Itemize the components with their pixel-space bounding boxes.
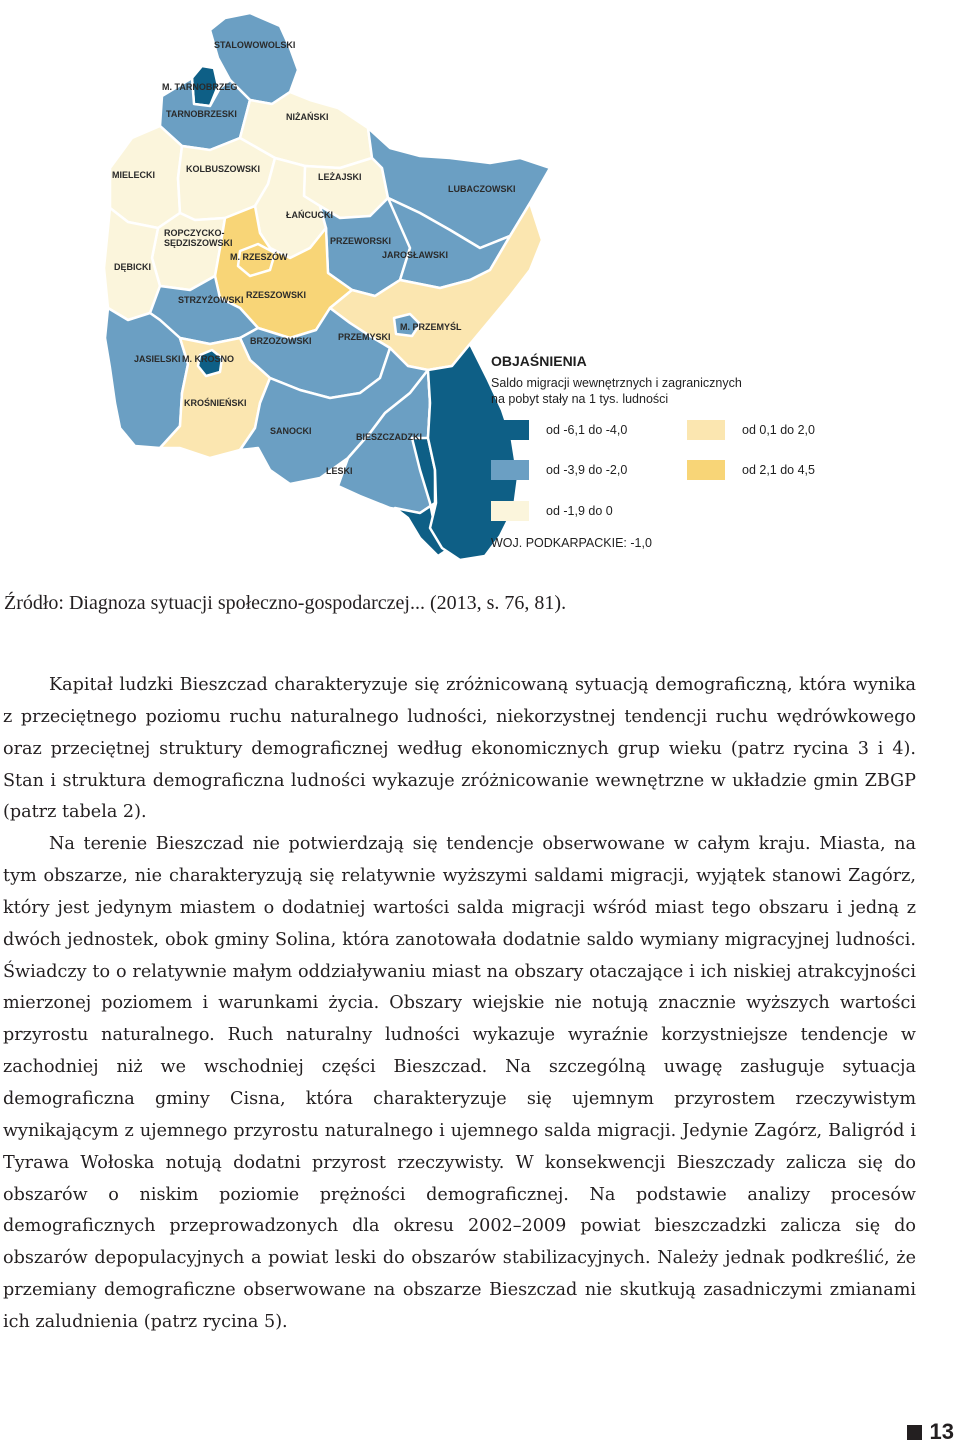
label-nizanski: NIŻAŃSKI <box>286 112 329 122</box>
choropleth-map <box>90 8 850 568</box>
legend-subtitle-line2: na pobyt stały na 1 tys. ludności <box>491 392 669 406</box>
label-bieszczadzki: BIESZCZADZKI <box>356 432 422 442</box>
legend-swatch-1 <box>491 420 529 440</box>
label-sanocki: SANOCKI <box>270 426 312 436</box>
label-jasielski: JASIELSKI <box>134 354 181 364</box>
legend-item-3: od -3,9 do -2,0 <box>546 463 628 477</box>
label-m-przemysl: M. PRZEMYŚL <box>400 322 462 332</box>
legend-item-1: od -6,1 do -4,0 <box>546 423 628 437</box>
legend-item-4: od 2,1 do 4,5 <box>742 463 815 477</box>
label-rzeszowski: RZESZOWSKI <box>246 290 306 300</box>
legend-swatch-3 <box>491 460 529 480</box>
label-m-krosno: M. KROSNO <box>182 354 235 364</box>
legend-swatch-5 <box>491 501 529 521</box>
map-legend <box>491 352 815 550</box>
label-m-tarnobrzeg: M. TARNOBRZEG <box>162 82 238 92</box>
label-ropczycko-line2: SĘDZISZOWSKI <box>164 238 233 248</box>
paragraph-2: Na terenie Bieszczad nie potwierdzają się tendencje obserwowane w całym kraju. Miasta, na tym obszarze, nie charakteryzują się relatywnie wyższymi saldami migracji, wyjątek stanowi Zagórz, który jest jedynym miastem o dodatniej wartości salda migracji wśród miast tego obszaru i jedną z dwóch jednostek, obok gminy Solina, która zanotowała dodatnie saldo wymiany migracyjnej ludności. Świadczy to o relatywnie małym oddziaływaniu miast na obszary otaczające i ich niskiej atrakcyjności mierzonej poziomem i warunkami życia. Obszary wiejskie nie notują znacznie wyższych wartości przyrostu naturalnego. Ruch naturalny ludności wykazuje wyraźnie korzystniejsze tendencje w zachodniej niż we wschodniej części Bieszczad. Na szczególną uwagę zasługuje sytuacja demograficzna gminy Cisna, która charakteryzuje się ujemnym przyrostem rzeczywistym wynikającym z ujemnego przyrostu naturalnego i ujemnego salda migracji. Jedynie Zagórz, Baligród i Tyrawa Wołoska notują dodatni przyrost rzeczywisty. W konsekwencji Bieszczady zalicza się do obszarów o niskim poziomie prężności demograficznej. Na podstawie analizy procesów demograficznych przeprowadzonych dla okresu 2002–2009 powiat bieszczadzki zalicza się do obszarów depopulacyjnych a powiat leski do obszarów stabilizacyjnych. Należy jednak podkreślić, że przemiany demograficzne obserwowane na obszarze Bieszczad nie skutkują zasadniczymi zmianami ich zaludnienia (patrz rycina 5). <box>3 834 916 1332</box>
page-marker-square <box>907 1425 922 1440</box>
label-leski: LESKI <box>326 466 353 476</box>
label-kolbuszowski: KOLBUSZOWSKI <box>186 164 260 174</box>
legend-item-5: od -1,9 do 0 <box>546 504 613 518</box>
page-number: 13 <box>929 1419 954 1444</box>
label-m-rzeszow: M. RZESZÓW <box>230 252 288 262</box>
legend-footnote: WOJ. PODKARPACKIE: -1,0 <box>491 536 652 550</box>
legend-title: OBJAŚNIENIA <box>491 353 587 369</box>
paragraph-1: Kapitał ludzki Bieszczad charakteryzuje się zróżnicowaną sytuacją demograficzną, która wynika z przeciętnego poziomu ruchu naturalnego ludności, niekorzystnej tendencji ruchu wędrówkowego oraz przeciętnej struktury demograficznej według ekonomicznych grup wieku (patrz rycina 3 i 4). Stan i struktura demograficzna ludności wykazuje zróżnicowanie wewnętrzne w układzie gmin ZBGP (patrz tabela 2). <box>3 675 916 823</box>
label-debicki: DĘBICKI <box>114 262 152 272</box>
label-stalowowolski: STALOWOWOLSKI <box>214 40 296 50</box>
legend-swatch-4 <box>687 460 725 480</box>
label-lancucki: ŁAŃCUCKI <box>286 210 333 220</box>
label-jaroslawski: JAROSŁAWSKI <box>382 250 449 260</box>
label-lezajski: LEŻAJSKI <box>318 172 362 182</box>
map-figure <box>90 8 850 568</box>
label-ropczycko-line1: ROPCZYCKO- <box>164 228 225 238</box>
label-tarnobrzeski: TARNOBRZESKI <box>166 109 237 119</box>
label-mielecki: MIELECKI <box>112 170 156 180</box>
label-brzozowski: BRZOZOWSKI <box>250 336 312 346</box>
label-lubaczowski: LUBACZOWSKI <box>448 184 516 194</box>
label-krosnienski: KROŚNIEŃSKI <box>184 398 247 408</box>
body-text <box>3 670 916 1339</box>
label-przemyski: PRZEMYSKI <box>338 332 391 342</box>
label-przeworski: PRZEWORSKI <box>330 236 392 246</box>
legend-item-2: od 0,1 do 2,0 <box>742 423 815 437</box>
legend-swatch-2 <box>687 420 725 440</box>
legend-subtitle-line1: Saldo migracji wewnętrznych i zagranicznych <box>491 376 742 390</box>
label-strzyzowski: STRZYŻOWSKI <box>178 295 244 305</box>
figure-source: Źródło: Diagnoza sytuacji społeczno-gospodarczej... (2013, s. 76, 81). <box>4 592 567 614</box>
page-footer <box>907 1417 954 1447</box>
